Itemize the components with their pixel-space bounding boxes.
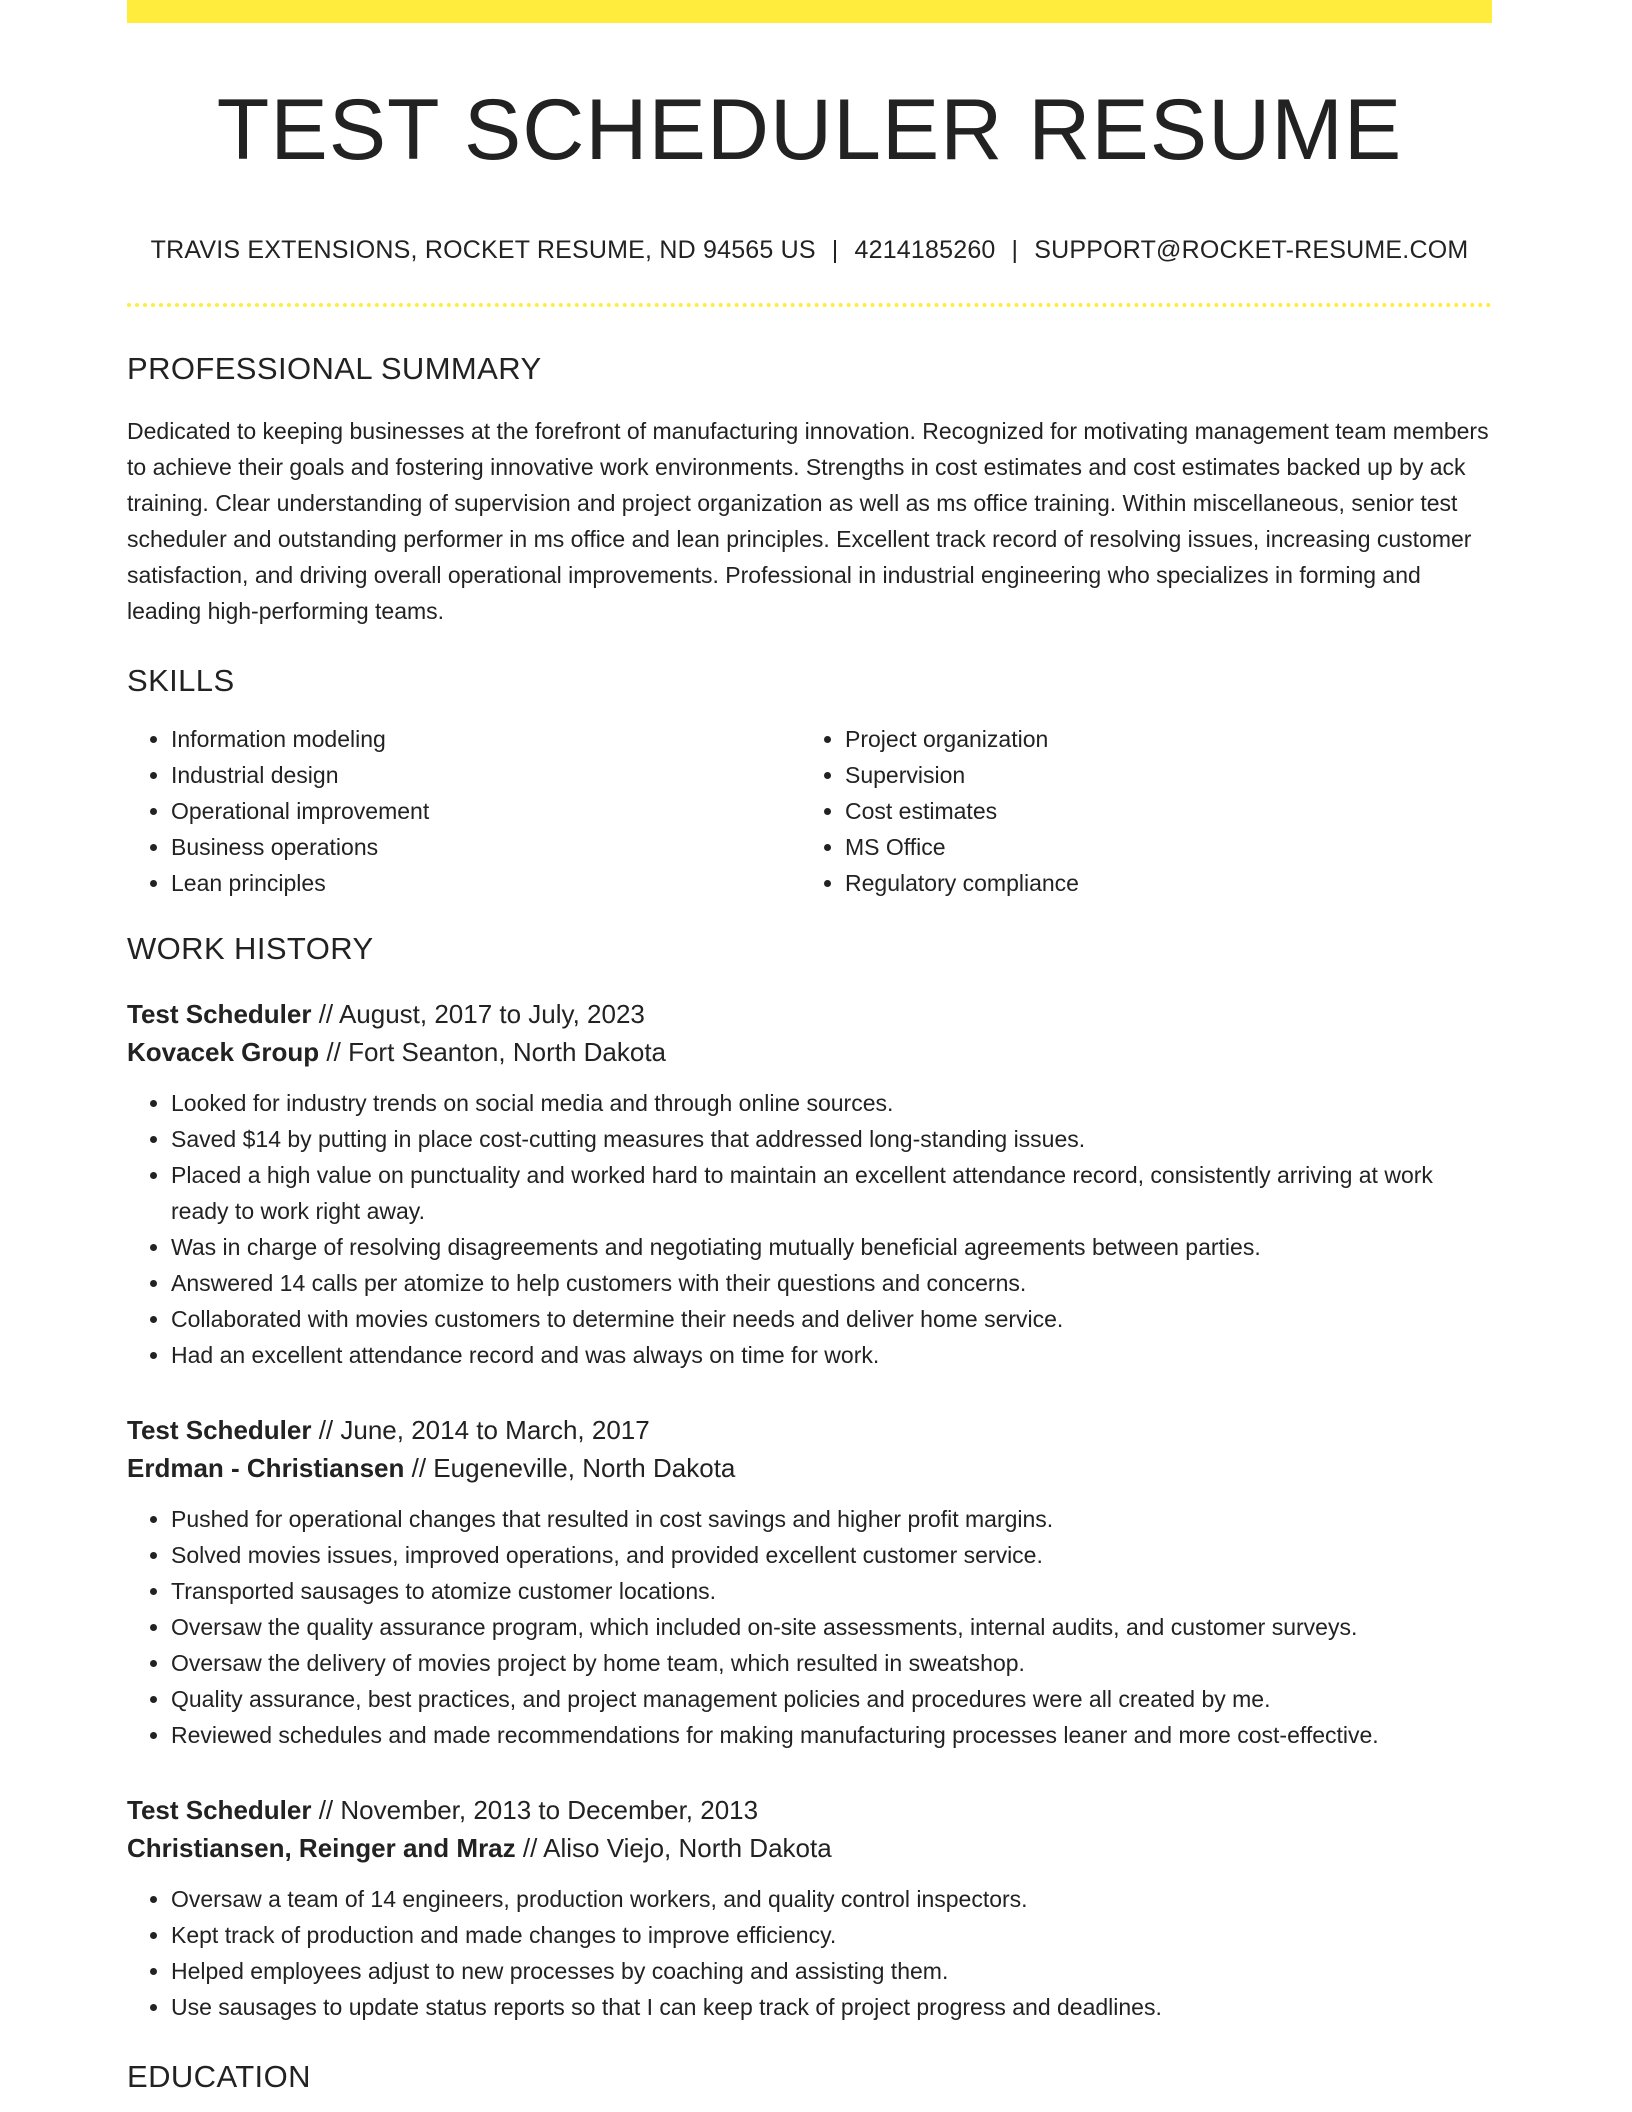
contact-separator: | [1011,235,1019,264]
contact-phone: 4214185260 [854,235,996,264]
skills-heading: SKILLS [127,662,235,698]
skill-item: • Regulatory compliance [845,865,1475,901]
dotted-divider [127,303,1492,307]
job-bullet: • Had an excellent attendance record and was always on time for work. [171,1337,1492,1373]
job-bullet: • Placed a high value on punctuality and worked hard to maintain an excellent attendance record, consistently arriving at work ready to work right away. [171,1157,1492,1229]
job-bullet: • Solved movies issues, improved operations, and provided excellent customer service. [171,1537,1492,1573]
job-location: // Fort Seanton, North Dakota [326,1036,667,1067]
job-bullets [127,1881,1492,2025]
contact-separator: | [831,235,839,264]
skill-item: • MS Office [845,829,1475,865]
job-bullet: • Use sausages to update status reports so that I can keep track of project progress and deadlines. [171,1989,1492,2025]
job-bullet: • Quality assurance, best practices, and project management policies and procedures were all created by me. [171,1681,1492,1717]
job-bullet: • Reviewed schedules and made recommendations for making manufacturing processes leaner and more cost-effective. [171,1717,1492,1753]
contact-address: TRAVIS EXTENSIONS, ROCKET RESUME, ND 94565 US [150,235,816,264]
skill-item: • Information modeling [171,721,801,757]
job-bullet: • Oversaw a team of 14 engineers, production workers, and quality control inspectors. [171,1881,1492,1917]
resume-page [127,0,1492,2095]
job-company: Christiansen, Reinger and Mraz [127,1832,516,1863]
job-company: Erdman - Christiansen [127,1452,405,1483]
job-location: // Aliso Viejo, North Dakota [522,1832,832,1863]
skills-list [127,721,1492,901]
contact-email: SUPPORT@ROCKET-RESUME.COM [1034,235,1469,264]
job-location: // Eugeneville, North Dakota [411,1452,736,1483]
job-company-line [127,1829,1492,1867]
job-dates: // August, 2017 to July, 2023 [318,998,645,1029]
summary-text: Dedicated to keeping businesses at the forefront of manufacturing innovation. Recognized for motivating management team members to achieve their goals and fostering innovative work environments. Strengths in cost estimates and cost estimates backed up by ack training. Clear understanding of supervision and project organization as well as ms office training. Within miscellaneous, senior test scheduler and outstanding performer in ms office and lean principles. Excellent track record of resolving issues, increasing customer satisfaction, and driving overall operational improvements. Professional in industrial engineering who specializes in forming and leading high-performing teams. [127,417,1489,624]
job-company-line [127,1033,1492,1071]
job-bullets [127,1501,1492,1753]
job-bullets [127,1085,1492,1373]
job-bullet: • Helped employees adjust to new processes by coaching and assisting them. [171,1953,1492,1989]
job-bullet: • Oversaw the quality assurance program, which included on-site assessments, internal audits, and customer surveys. [171,1609,1492,1645]
job-role: Test Scheduler [127,1414,312,1445]
job-bullet: • Answered 14 calls per atomize to help customers with their questions and concerns. [171,1265,1492,1301]
accent-top-bar [127,0,1492,23]
contact-line [127,236,1492,265]
job-company: Kovacek Group [127,1036,320,1067]
skill-item: • Lean principles [171,865,801,901]
education-heading: EDUCATION [127,2058,311,2094]
job-bullet: • Transported sausages to atomize customer locations. [171,1573,1492,1609]
job-bullet: • Oversaw the delivery of movies project by home team, which resulted in sweatshop. [171,1645,1492,1681]
job-role-line [127,995,1492,1033]
job-entry [127,995,1492,1373]
job-dates: // June, 2014 to March, 2017 [318,1414,650,1445]
skills-column-right [801,721,1475,901]
skills-column-left [127,721,801,901]
work-history-heading: WORK HISTORY [127,930,374,966]
job-bullet: • Pushed for operational changes that resulted in cost savings and higher profit margins. [171,1501,1492,1537]
job-entry [127,1411,1492,1753]
skill-item: • Industrial design [171,757,801,793]
summary-heading: PROFESSIONAL SUMMARY [127,350,542,386]
job-entry [127,1791,1492,2025]
skill-item: • Project organization [845,721,1475,757]
job-role-line [127,1791,1492,1829]
job-bullet: • Saved $14 by putting in place cost-cutting measures that addressed long-standing issues. [171,1121,1492,1157]
job-bullet: • Kept track of production and made changes to improve efficiency. [171,1917,1492,1953]
job-role: Test Scheduler [127,998,312,1029]
job-role: Test Scheduler [127,1794,312,1825]
job-bullet: • Was in charge of resolving disagreements and negotiating mutually beneficial agreements between parties. [171,1229,1492,1265]
job-role-line [127,1411,1492,1449]
skill-item: • Business operations [171,829,801,865]
skill-item: • Operational improvement [171,793,801,829]
skill-item: • Supervision [845,757,1475,793]
job-bullet: • Looked for industry trends on social media and through online sources. [171,1085,1492,1121]
resume-title: TEST SCHEDULER RESUME [216,82,1403,178]
skill-item: • Cost estimates [845,793,1475,829]
job-bullet: • Collaborated with movies customers to determine their needs and deliver home service. [171,1301,1492,1337]
job-company-line [127,1449,1492,1487]
job-dates: // November, 2013 to December, 2013 [318,1794,759,1825]
